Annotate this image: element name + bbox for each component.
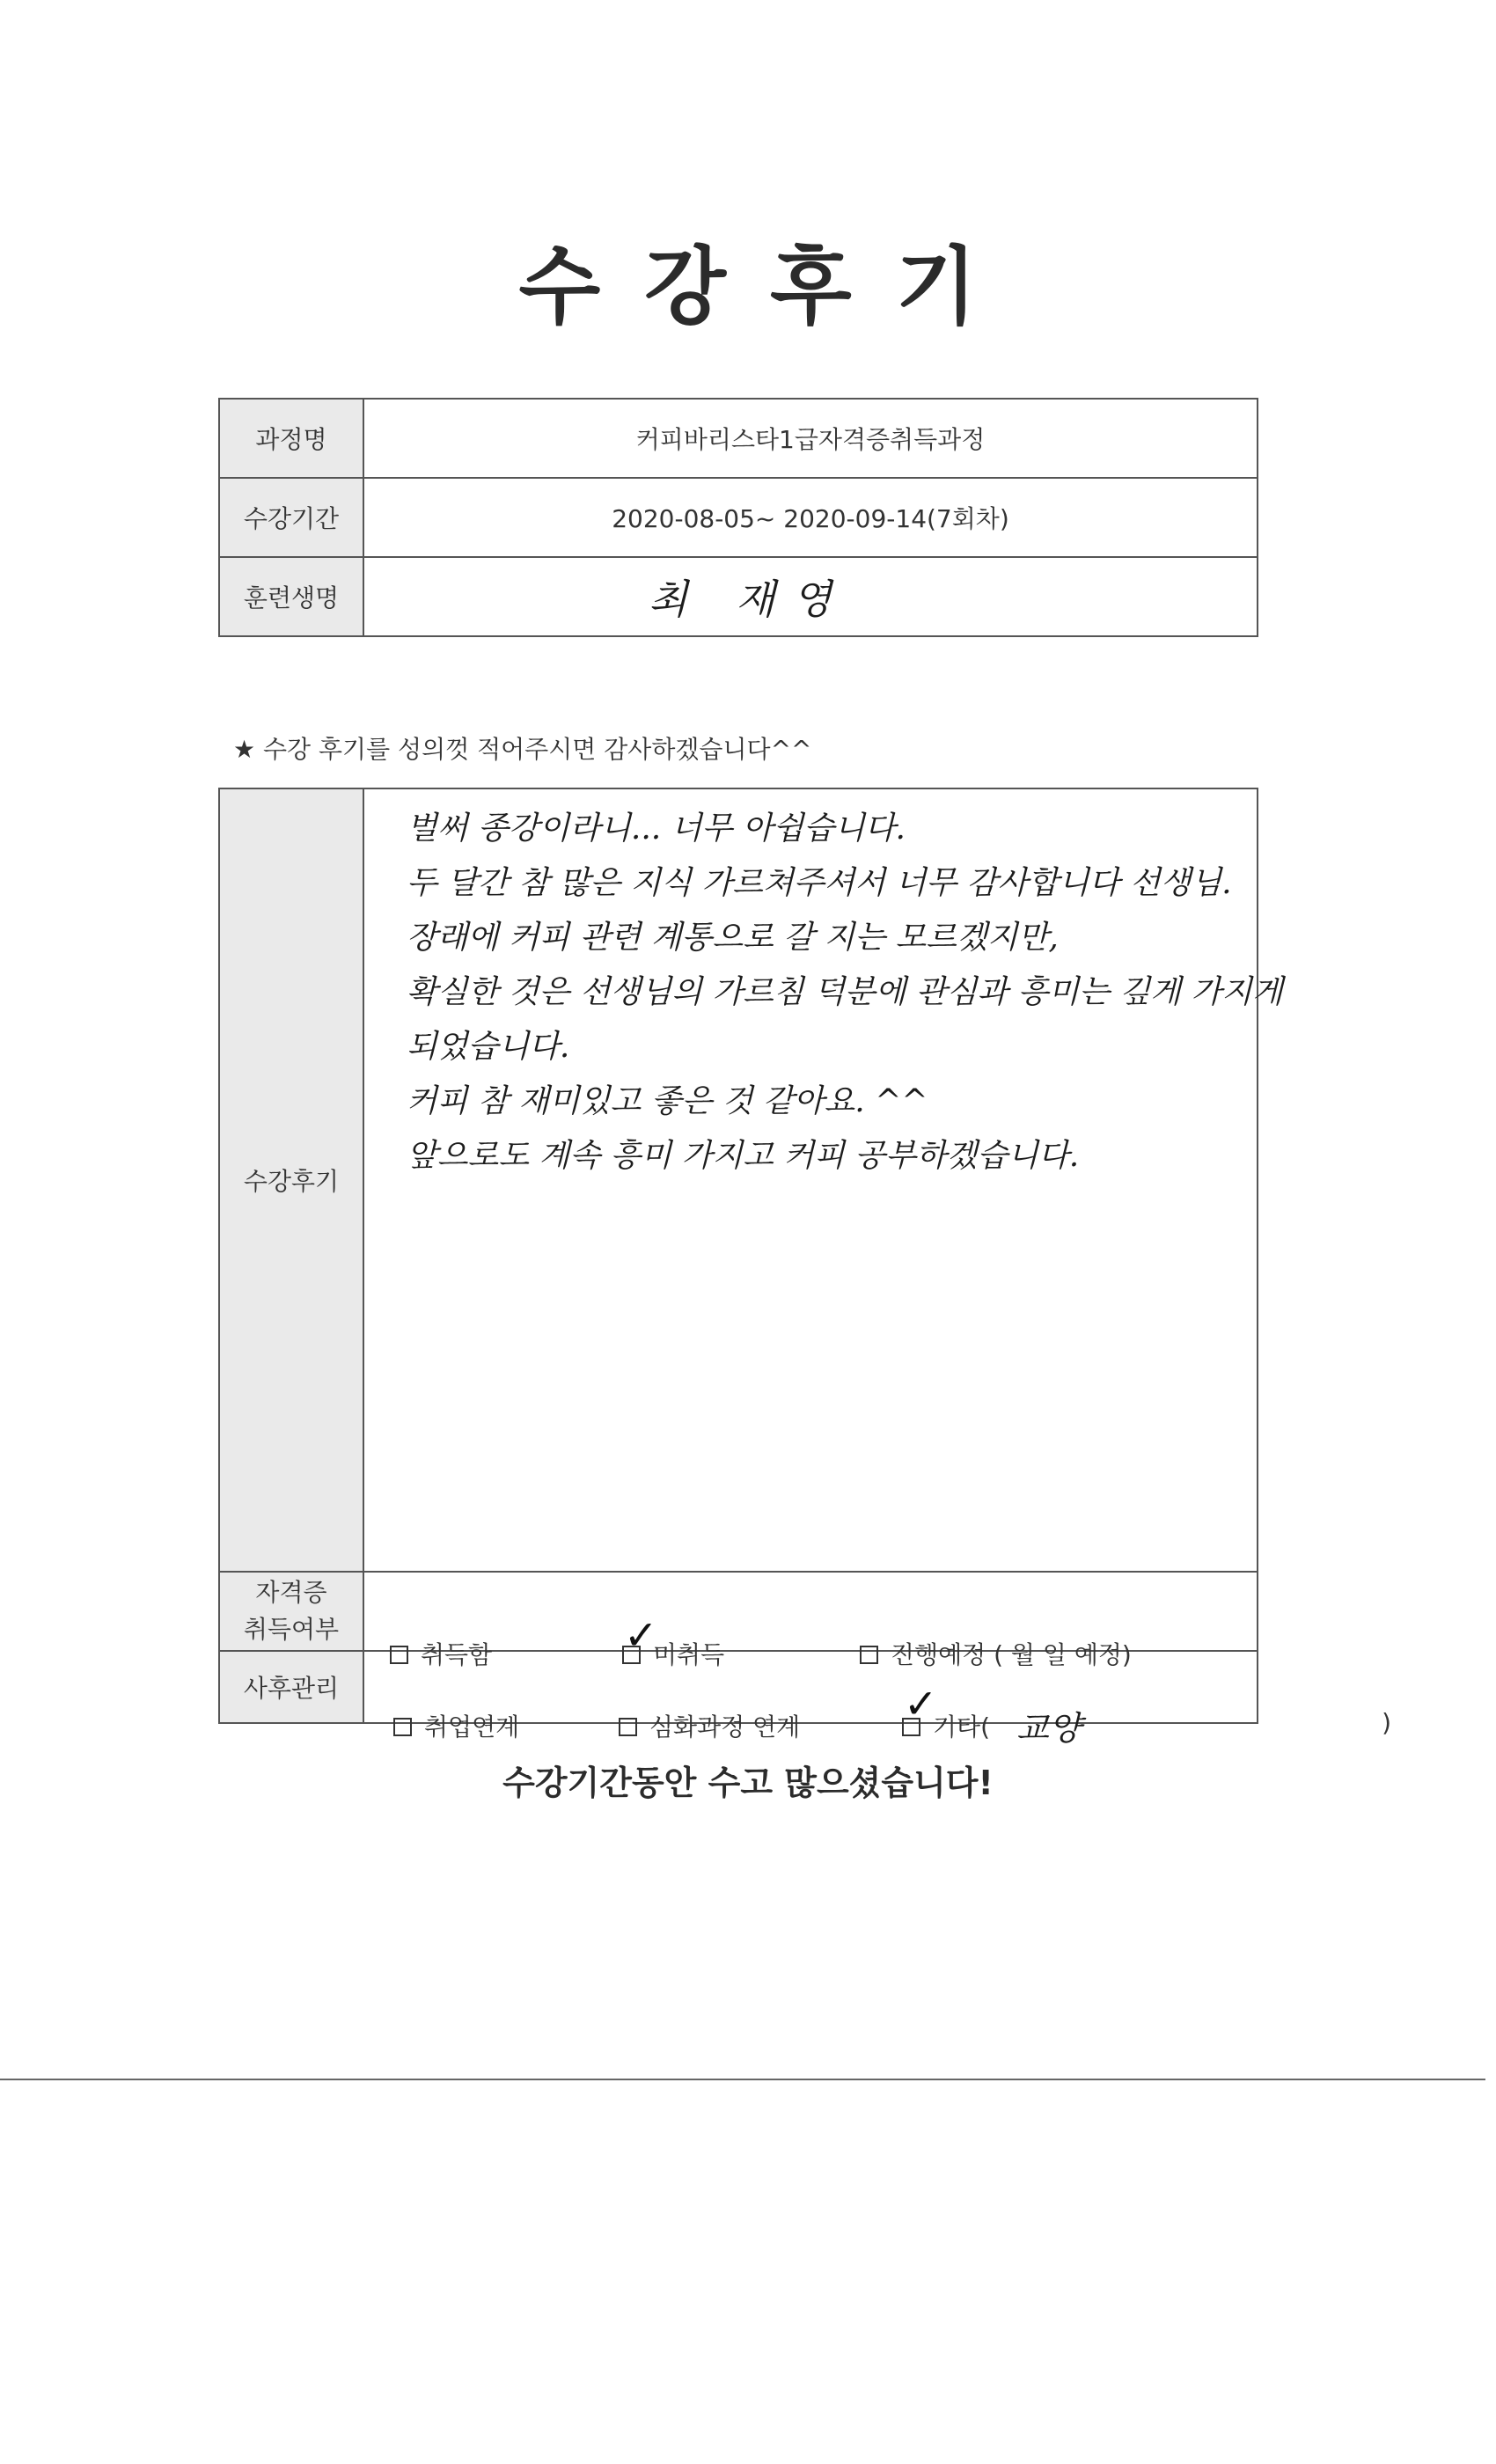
trainee-name-cell bbox=[363, 557, 1258, 636]
option-other-suffix: ) bbox=[1382, 1708, 1391, 1737]
option-planned[interactable] bbox=[860, 1636, 1132, 1671]
course-name-label: 과정명 bbox=[219, 399, 363, 478]
option-job-linkage-label: 취업연계 bbox=[424, 1712, 520, 1742]
option-advanced-course[interactable] bbox=[619, 1708, 800, 1743]
course-period-label: 수강기간 bbox=[219, 478, 363, 557]
review-text-area bbox=[363, 788, 1283, 1572]
trainee-name-label: 훈련생명 bbox=[219, 557, 363, 636]
course-info-table bbox=[218, 398, 1258, 637]
option-other-prefix: 기타( bbox=[933, 1712, 991, 1742]
handwritten-checkmark-icon: ✓ bbox=[904, 1680, 938, 1727]
review-line: 확실한 것은 선생님의 가르침 덕분에 관심과 흥미는 깊게 가지게 bbox=[407, 974, 1283, 1010]
option-obtained[interactable] bbox=[390, 1636, 492, 1671]
certificate-label bbox=[219, 1572, 363, 1651]
option-advanced-course-label: 심화과정 연계 bbox=[649, 1712, 801, 1742]
option-obtained-label: 취득함 bbox=[421, 1640, 493, 1669]
certificate-options bbox=[363, 1572, 1258, 1669]
closing-message: 수강기간동안 수고 많으셨습니다! bbox=[502, 1764, 994, 1802]
review-line: 되었습니다. bbox=[407, 1029, 570, 1065]
option-planned-label: 진행예정 ( 월 일 예정) bbox=[891, 1640, 1132, 1669]
checkbox-icon[interactable] bbox=[619, 1718, 637, 1736]
handwritten-checkmark-icon: ✓ bbox=[624, 1611, 658, 1659]
course-name-value: 커피바리스타1급자격증취득과정 bbox=[363, 399, 1258, 478]
review-line: 벌써 종강이라니... 너무 아쉽습니다. bbox=[407, 810, 906, 847]
option-job-linkage[interactable] bbox=[393, 1708, 519, 1743]
page-title: 수강후기 bbox=[518, 238, 1022, 336]
review-label: 수강후기 bbox=[219, 788, 363, 1572]
page-divider bbox=[0, 2079, 1485, 2080]
instruction-note: ★ 수강 후기를 성의껏 적어주시면 감사하겠습니다^^ bbox=[233, 735, 812, 764]
checkbox-icon[interactable] bbox=[860, 1646, 878, 1664]
checkbox-icon[interactable] bbox=[393, 1718, 412, 1736]
option-not-obtained-label: 미취득 bbox=[653, 1640, 725, 1669]
review-line: 장래에 커피 관련 계통으로 갈 지는 모르겠지만, bbox=[407, 920, 1059, 956]
option-other-handwritten-value: 교양 bbox=[1016, 1709, 1082, 1748]
review-line: 커피 참 재미있고 좋은 것 같아요. ^^ bbox=[407, 1083, 928, 1119]
review-line: 두 달간 참 많은 지식 가르쳐주셔서 너무 감사합니다 선생님. bbox=[407, 865, 1232, 901]
review-table bbox=[218, 788, 1391, 1748]
course-period-value: 2020-08-05~ 2020-09-14(7회차) bbox=[363, 478, 1258, 557]
option-other[interactable] bbox=[902, 1708, 1391, 1748]
review-line: 앞으로도 계속 흥미 가지고 커피 공부하겠습니다. bbox=[407, 1138, 1080, 1174]
trainee-name-handwritten: 최 재영 bbox=[649, 576, 849, 623]
certificate-label-line1: 자격증 bbox=[255, 1578, 327, 1607]
checkbox-icon[interactable] bbox=[390, 1646, 408, 1664]
aftercare-label: 사후관리 bbox=[219, 1651, 363, 1723]
certificate-label-line2: 취득여부 bbox=[243, 1615, 340, 1644]
